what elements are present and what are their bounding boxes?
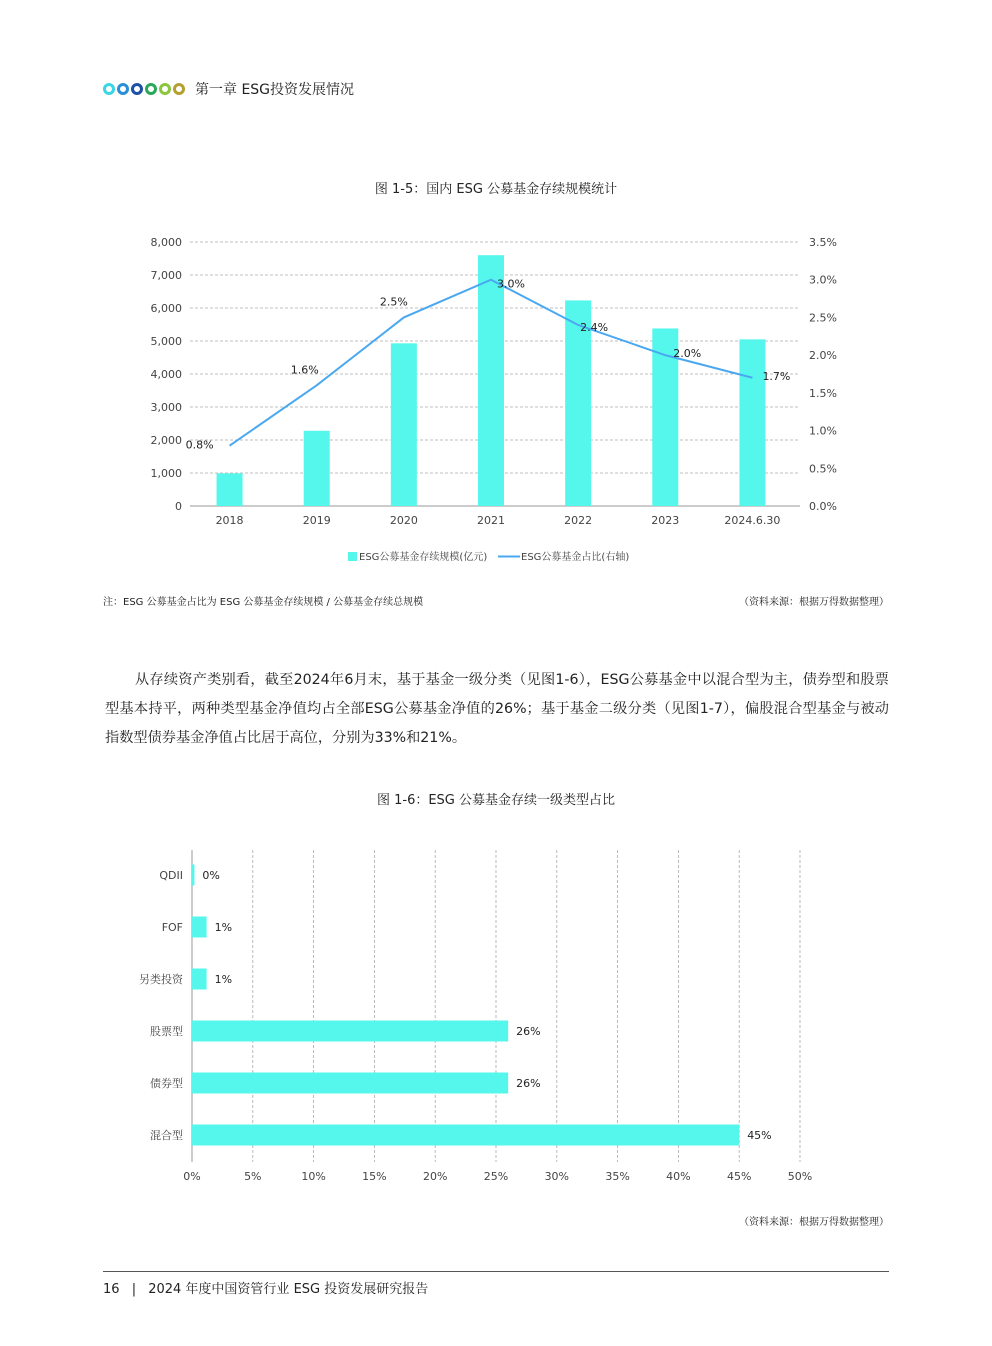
x-tick-label: 2018 [215,514,244,527]
bar-2024.6.30 [739,339,765,506]
figure1-note: 注：ESG 公募基金占比为 ESG 公募基金存续规模 / 公募基金存续总规模 [103,597,424,608]
x-tick-label: 0% [183,1170,201,1183]
y-tick-label: 6,000 [150,302,182,315]
line-data-label: 2.4% [580,320,609,334]
report-title: 2024 年度中国资管行业 ESG 投资发展研究报告 [148,1282,429,1297]
y2-tick-label: 0.0% [809,500,837,513]
y2-tick-label: 0.5% [809,462,837,476]
y-tick-label: QDII [159,869,183,882]
line-data-label: 0.8% [185,438,214,452]
y2-tick-label: 2.0% [809,349,837,363]
chart-esg-fund-scale [0,225,992,580]
y-tick-label: 8,000 [150,236,182,249]
bar-QDII [192,865,194,886]
x-tick-label: 45% [726,1170,752,1183]
bar-2018 [217,473,243,506]
bar-债券型 [192,1073,508,1094]
dot-icon [173,83,185,95]
x-tick-label: 2019 [302,514,331,527]
y-tick-label: 3,000 [150,401,182,414]
dot-icon [103,83,115,95]
x-tick-label: 25% [483,1170,509,1183]
bar-data-label: 45% [747,1129,772,1142]
x-tick-label: 2023 [651,514,680,527]
line-data-label: 1.6% [290,363,319,377]
x-tick-label: 2022 [564,514,593,527]
bar-FOF [192,917,207,938]
bar-data-label: 26% [516,1077,541,1090]
y-tick-label: 混合型 [150,1129,183,1142]
figure1-title: 图 1-5：国内 ESG 公募基金存续规模统计 [374,182,618,197]
page-number: 16 [103,1282,120,1297]
x-tick-label: 15% [362,1170,387,1183]
figure1-source: （资料来源：根据万得数据整理） [739,597,889,608]
x-tick-label: 50% [787,1170,813,1183]
dot-icon [145,83,157,95]
bar-混合型 [192,1125,739,1146]
y2-tick-label: 1.0% [809,424,837,438]
y-tick-label: 7,000 [150,269,182,282]
line-data-label: 2.5% [379,295,408,309]
x-tick-label: 2020 [389,514,418,527]
y-tick-label: 债券型 [150,1077,183,1090]
legend-line-label: ESG公募基金占比(右轴) [521,552,630,563]
x-tick-label: 2024.6.30 [724,514,781,527]
x-tick-label: 10% [301,1170,326,1183]
dot-icon [159,83,171,95]
x-tick-label: 20% [422,1170,448,1183]
dot-icon [131,83,143,95]
bar-另类投资 [192,969,207,990]
y-tick-label: 1,000 [150,467,182,480]
chapter-title: 第一章 ESG投资发展情况 [195,82,355,98]
page-footer [103,1278,428,1297]
x-tick-label: 40% [666,1170,691,1183]
dot-icon [117,83,129,95]
line-data-label: 2.0% [673,347,702,361]
footer-divider [103,1271,889,1272]
legend-bar-label: ESG公募基金存续规模(亿元) [359,552,488,563]
footer-separator: | [131,1282,137,1297]
x-tick-label: 5% [244,1170,262,1183]
y-tick-label: 4,000 [150,368,182,381]
chapter-header [103,78,354,100]
y2-tick-label: 1.5% [809,386,837,400]
y-tick-label: 股票型 [150,1025,183,1038]
bar-data-label: 1% [214,921,233,934]
line-data-label: 1.7% [762,369,791,383]
chart-fund-type-share [0,840,992,1190]
bar-2020 [391,343,417,506]
figure2-title: 图 1-6：ESG 公募基金存续一级类型占比 [376,793,616,808]
header-dots-logo [103,83,185,95]
body-paragraph: 从存续资产类别看，截至2024年6月末，基于基金一级分类（见图1-6），ESG公募基金中以混合型为主，债券型和股票型基本持平，两种类型基金净值均占全部ESG公募基金净值的26%；基于基金二级分类（见图1-7），偏股混合型基金与被动指数型债券基金净值占比居于高位，分别为33%和21%。 [105,672,889,746]
x-tick-label: 30% [544,1170,570,1183]
y-tick-label: FOF [161,921,183,934]
bar-2019 [304,431,330,506]
y-tick-label: 另类投资 [139,973,183,986]
bar-data-label: 1% [214,973,233,986]
x-tick-label: 35% [605,1170,630,1183]
y2-tick-label: 2.5% [809,311,837,325]
y-tick-label: 5,000 [150,335,182,348]
y-tick-label: 0 [175,500,182,513]
bar-data-label: 0% [202,869,220,882]
x-tick-label: 2021 [477,514,505,527]
y2-tick-label: 3.0% [809,273,837,287]
legend-bar-swatch [348,552,357,561]
figure2-source: （资料来源：根据万得数据整理） [739,1217,889,1228]
bar-2021 [478,255,504,506]
y-tick-label: 2,000 [150,434,182,447]
y2-tick-label: 3.5% [809,236,837,249]
line-data-label: 3.0% [497,277,525,291]
bar-股票型 [192,1021,508,1042]
bar-data-label: 26% [516,1025,541,1038]
